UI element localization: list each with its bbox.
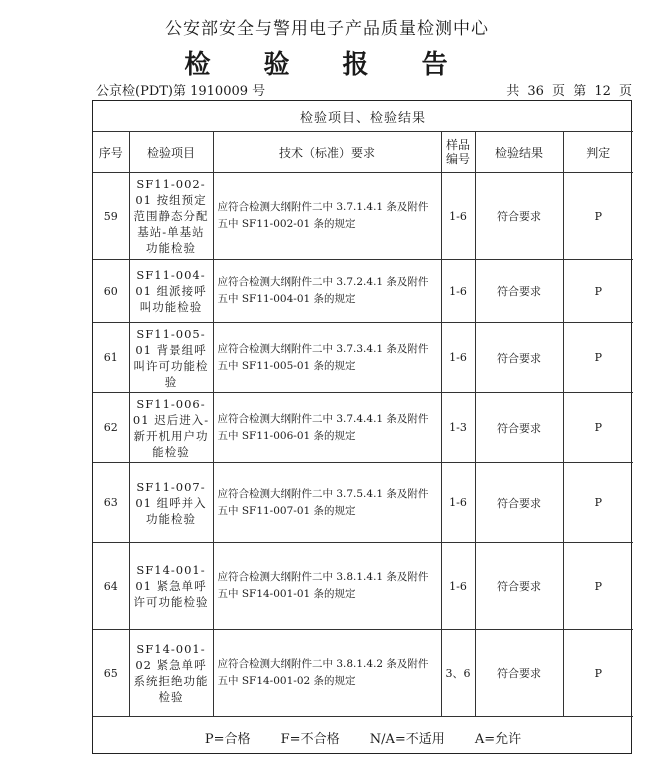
inspection-results-table bbox=[93, 101, 633, 757]
row-seq: 60 bbox=[93, 260, 129, 323]
col-header-result: 检验结果 bbox=[475, 132, 563, 173]
col-header-item: 检验项目 bbox=[129, 132, 213, 173]
row-requirement: 应符合检测大纲附件二中 3.8.1.4.1 条及附件五中 SF14-001-01 条的规定 bbox=[213, 543, 441, 630]
legend-na: N/A=不适用 bbox=[369, 731, 445, 747]
row-item: SF11-004-01 组派接呼叫功能检验 bbox=[129, 260, 213, 323]
row-result: 符合要求 bbox=[475, 463, 563, 543]
table-row bbox=[93, 463, 633, 543]
table-row bbox=[93, 260, 633, 323]
row-sample: 1-6 bbox=[441, 543, 475, 630]
row-verdict: P bbox=[563, 543, 633, 630]
legend-row bbox=[93, 717, 633, 758]
row-seq: 65 bbox=[93, 630, 129, 717]
report-title: 检 验 报 告 bbox=[184, 50, 470, 80]
row-verdict: P bbox=[563, 260, 633, 323]
row-verdict: P bbox=[563, 630, 633, 717]
table-row bbox=[93, 323, 633, 393]
row-requirement: 应符合检测大纲附件二中 3.7.4.4.1 条及附件五中 SF11-006-01 条的规定 bbox=[213, 393, 441, 463]
section-title: 检验项目、检验结果 bbox=[93, 101, 633, 132]
row-requirement: 应符合检测大纲附件二中 3.7.1.4.1 条及附件五中 SF11-002-01 条的规定 bbox=[213, 173, 441, 260]
section-title-row bbox=[93, 101, 633, 132]
row-item: SF14-001-01 紧急单呼许可功能检验 bbox=[129, 543, 213, 630]
row-sample: 1-6 bbox=[441, 323, 475, 393]
issuing-organization: 公安部安全与警用电子产品质量检测中心 bbox=[165, 19, 489, 39]
inspection-table-frame bbox=[92, 100, 632, 754]
row-seq: 59 bbox=[93, 173, 129, 260]
row-verdict: P bbox=[563, 393, 633, 463]
row-item: SF14-001-02 紧急单呼系统拒绝功能检验 bbox=[129, 630, 213, 717]
row-seq: 61 bbox=[93, 323, 129, 393]
row-requirement: 应符合检测大纲附件二中 3.8.1.4.2 条及附件五中 SF14-001-02 条的规定 bbox=[213, 630, 441, 717]
row-requirement: 应符合检测大纲附件二中 3.7.2.4.1 条及附件五中 SF11-004-01 条的规定 bbox=[213, 260, 441, 323]
col-header-requirement: 技术（标准）要求 bbox=[213, 132, 441, 173]
row-verdict: P bbox=[563, 323, 633, 393]
table-row bbox=[93, 173, 633, 260]
col-header-verdict: 判定 bbox=[563, 132, 633, 173]
report-meta bbox=[96, 80, 632, 98]
row-item: SF11-002-01 按组预定范围静态分配基站-单基站功能检验 bbox=[129, 173, 213, 260]
col-header-sample bbox=[441, 132, 475, 173]
col-header-sample-line1: 样品 bbox=[445, 138, 470, 152]
row-result: 符合要求 bbox=[475, 260, 563, 323]
row-item: SF11-005-01 背景组呼叫许可功能检验 bbox=[129, 323, 213, 393]
report-number: 公京检(PDT)第 1910009 号 bbox=[96, 84, 266, 99]
row-result: 符合要求 bbox=[475, 173, 563, 260]
row-sample: 1-3 bbox=[441, 393, 475, 463]
page-indicator: 共 36 页 第 12 页 bbox=[506, 84, 632, 99]
col-header-seq: 序号 bbox=[93, 132, 129, 173]
row-seq: 62 bbox=[93, 393, 129, 463]
col-header-sample-line2: 编号 bbox=[445, 152, 470, 166]
row-item: SF11-006-01 迟后进入-新开机用户功能检验 bbox=[129, 393, 213, 463]
row-verdict: P bbox=[563, 173, 633, 260]
row-result: 符合要求 bbox=[475, 543, 563, 630]
row-requirement: 应符合检测大纲附件二中 3.7.3.4.1 条及附件五中 SF11-005-01 条的规定 bbox=[213, 323, 441, 393]
table-row bbox=[93, 630, 633, 717]
row-item: SF11-007-01 组呼并入功能检验 bbox=[129, 463, 213, 543]
legend-allow: A=允许 bbox=[474, 731, 522, 747]
legend-pass: P=合格 bbox=[204, 731, 251, 747]
row-seq: 63 bbox=[93, 463, 129, 543]
table-row bbox=[93, 393, 633, 463]
row-result: 符合要求 bbox=[475, 323, 563, 393]
table-row bbox=[93, 543, 633, 630]
row-sample: 1-6 bbox=[441, 173, 475, 260]
legend-fail: F=不合格 bbox=[280, 731, 340, 747]
column-header-row bbox=[93, 132, 633, 173]
row-sample: 1-6 bbox=[441, 463, 475, 543]
row-sample: 3、6 bbox=[441, 630, 475, 717]
row-verdict: P bbox=[563, 463, 633, 543]
row-result: 符合要求 bbox=[475, 393, 563, 463]
row-sample: 1-6 bbox=[441, 260, 475, 323]
row-seq: 64 bbox=[93, 543, 129, 630]
row-requirement: 应符合检测大纲附件二中 3.7.5.4.1 条及附件五中 SF11-007-01 条的规定 bbox=[213, 463, 441, 543]
row-result: 符合要求 bbox=[475, 630, 563, 717]
verdict-legend bbox=[93, 717, 633, 758]
